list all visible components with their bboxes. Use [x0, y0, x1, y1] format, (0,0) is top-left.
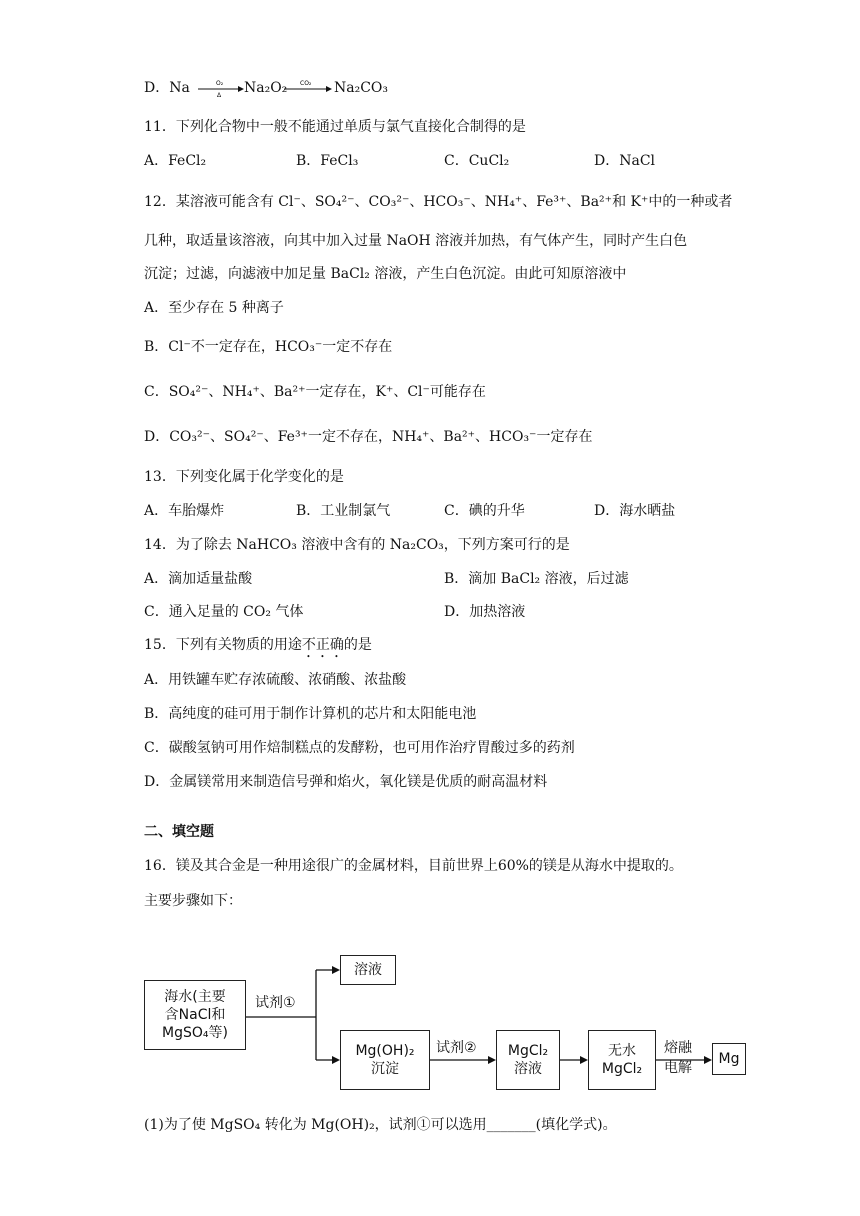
- q10d-na2co3: Na₂CO₃: [334, 80, 389, 96]
- q11-stem: 11．下列化合物中一般不能通过单质与氯气直接化合制得的是: [144, 119, 526, 135]
- q12-option-c: C．SO₄²⁻、NH₄⁺、Ba²⁺一定存在，K⁺、Cl⁻可能存在: [144, 384, 486, 400]
- q15-option-b: B．高纯度的硅可用于制作计算机的芯片和太阳能电池: [144, 706, 477, 722]
- q12-option-d: D．CO₃²⁻、SO₄²⁻、Fe³⁺一定不存在，NH₄⁺、Ba²⁺、HCO₃⁻一定存在: [144, 429, 593, 445]
- seawater-line1: 海水(主要: [164, 989, 226, 1005]
- mg-label: Mg: [718, 1051, 740, 1067]
- q16-line2: 主要步骤如下：: [144, 893, 242, 909]
- q13-option-a: A．车胎爆炸: [144, 503, 225, 519]
- reagent1-label: 试剂①: [255, 995, 296, 1011]
- q10d-delta: Δ: [217, 92, 222, 99]
- mgoh-line1: Mg(OH)₂: [355, 1043, 415, 1059]
- mgoh-line2: 沉淀: [371, 1061, 399, 1077]
- q12-option-b: B．Cl⁻不一定存在，HCO₃⁻一定不存在: [144, 339, 393, 355]
- q15-stem-pre: 15．下列有关物质的用途: [144, 637, 302, 653]
- q11-option-d: D．NaCl: [594, 153, 656, 169]
- q14-option-a: A．滴加适量盐酸: [144, 571, 253, 587]
- q14-option-d: D．加热溶液: [444, 604, 526, 620]
- mgoh-box: [340, 1030, 430, 1090]
- q11-option-a: A．FeCl₂: [144, 153, 207, 169]
- mgcl2-solution-box: [496, 1030, 560, 1090]
- solution-label: 溶液: [354, 962, 382, 978]
- q10d-co2: CO₂: [300, 80, 312, 87]
- seawater-line3: MgSO₄等): [162, 1025, 228, 1041]
- seawater-box: [144, 980, 246, 1050]
- q12-line2: 几种，取适量该溶液，向其中加入过量 NaOH 溶液并加热，有气体产生，同时产生白色: [144, 233, 688, 249]
- solution-box: [340, 955, 396, 985]
- q14-stem: 14．为了除去 NaHCO₃ 溶液中含有的 Na₂CO₃，下列方案可行的是: [144, 537, 570, 553]
- q14-option-c: C．通入足量的 CO₂ 气体: [144, 604, 304, 620]
- q10-option-d: [144, 78, 190, 98]
- q10d-o2: O₂: [216, 80, 224, 87]
- q11-option-b: B．FeCl₃: [296, 153, 359, 169]
- q13-option-c: C．碘的升华: [444, 503, 525, 519]
- section-heading: 二、填空题: [144, 824, 214, 840]
- q15-stem-emphasis: 不正确: [301, 637, 344, 653]
- anhydrous-line1: 无水: [608, 1043, 636, 1059]
- q16-line1: 16．镁及其合金是一种用途很广的金属材料，目前世界上60%的镁是从海水中提取的。: [144, 858, 683, 874]
- q14-option-b: B．滴加 BaCl₂ 溶液，后过滤: [444, 571, 629, 587]
- q16-sub1: (1)为了使 MgSO₄ 转化为 Mg(OH)₂，试剂①可以选用_______(填化学式)。: [144, 1117, 617, 1133]
- seawater-line2: 含NaCl和: [164, 1007, 226, 1023]
- q15-option-c: C．碳酸氢钠可用作焙制糕点的发酵粉，也可用作治疗胃酸过多的药剂: [144, 740, 575, 756]
- q15-option-d: D．金属镁常用来制造信号弹和焰火，氧化镁是优质的耐高温材料: [144, 774, 548, 790]
- q12-line1: 12．某溶液可能含有 Cl⁻、SO₄²⁻、CO₃²⁻、HCO₃⁻、NH₄⁺、Fe³⁺、Ba²⁺和 K⁺中的一种或者: [144, 194, 733, 210]
- q13-option-b: B．工业制氯气: [296, 503, 391, 519]
- electro-line2: 电解: [664, 1060, 692, 1076]
- q12-option-a: A．至少存在 5 种离子: [144, 300, 284, 316]
- q13-option-d: D．海水晒盐: [594, 503, 676, 519]
- q15-stem: [144, 635, 372, 661]
- mgcl2-sol-line2: 溶液: [514, 1061, 542, 1077]
- anhydrous-mgcl2-box: [588, 1030, 656, 1090]
- q12-line3: 沉淀；过滤，向滤液中加足量 BaCl₂ 溶液，产生白色沉淀。由此可知原溶液中: [144, 266, 627, 282]
- q15-stem-post: 的是: [343, 637, 372, 653]
- q15-option-a: A．用铁罐车贮存浓硫酸、浓硝酸、浓盐酸: [144, 672, 407, 688]
- q11-option-c: C．CuCl₂: [444, 153, 510, 169]
- q10d-label: D．Na: [144, 80, 190, 96]
- mgcl2-sol-line1: MgCl₂: [507, 1043, 549, 1059]
- reagent2-label: 试剂②: [436, 1040, 477, 1056]
- electro-line1: 熔融: [664, 1040, 692, 1056]
- anhydrous-line2: MgCl₂: [601, 1061, 643, 1077]
- mg-box: [712, 1043, 746, 1075]
- electrolysis-label: [664, 1038, 692, 1078]
- q10d-na2o2: Na₂O₂: [244, 80, 288, 96]
- q13-stem: 13．下列变化属于化学变化的是: [144, 469, 344, 485]
